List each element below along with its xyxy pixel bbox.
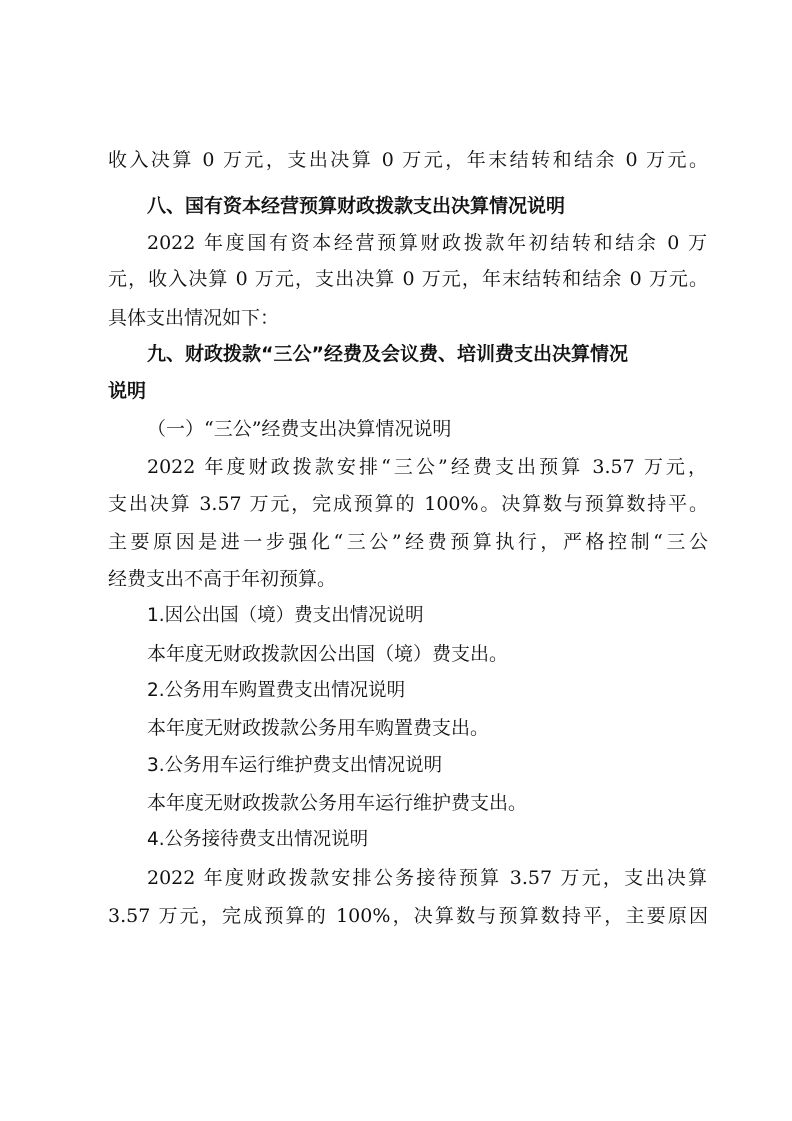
paragraph-line: 2022 年度财政拨款安排公务接待预算 3.57 万元，支出决算 [147,867,707,889]
paragraph-line: 主要原因是进一步强化“三公”经费预算执行，严格控制“三公 [108,531,708,553]
item-heading: 2.公务用车购置费支出情况说明 [147,680,406,701]
paragraph-line: 经费支出不高于年初预算。 [108,568,337,590]
section-heading: 九、财政拨款“三公”经费及会议费、培训费支出决算情况 [147,343,628,365]
paragraph-line: 本年度无财政拨款公务用车运行维护费支出。 [147,792,528,814]
item-heading: 1.因公出国（境）费支出情况说明 [147,605,424,626]
paragraph-line: 本年度无财政拨款因公出国（境）费支出。 [147,643,509,665]
paragraph-line: 3.57 万元，完成预算的 100%，决算数与预算数持平，主要原因 [108,905,708,927]
paragraph-line: 具体支出情况如下： [108,307,280,329]
paragraph-line: 本年度无财政拨款公务用车购置费支出。 [147,717,490,739]
section-heading: 八、国有资本经营预算财政拨款支出决算情况说明 [147,195,566,217]
paragraph-line: 收入决算 0 万元，支出决算 0 万元，年末结转和结余 0 万元。 [108,149,708,171]
paragraph-line: 2022 年度财政拨款安排“三公”经费支出预算 3.57 万元， [147,456,707,478]
section-heading-continued: 说明 [108,380,147,402]
paragraph-line: 支出决算 3.57 万元，完成预算的 100%。决算数与预算数持平。 [108,493,708,515]
paragraph-line: 元，收入决算 0 万元，支出决算 0 万元，年末结转和结余 0 万元。 [108,268,708,290]
item-heading: 4.公务接待费支出情况说明 [147,829,369,850]
subsection-heading: （一）“三公”经费支出决算情况说明 [147,418,452,440]
paragraph-line: 2022 年度国有资本经营预算财政拨款年初结转和结余 0 万 [147,232,707,254]
item-heading: 3.公务用车运行维护费支出情况说明 [147,755,443,776]
